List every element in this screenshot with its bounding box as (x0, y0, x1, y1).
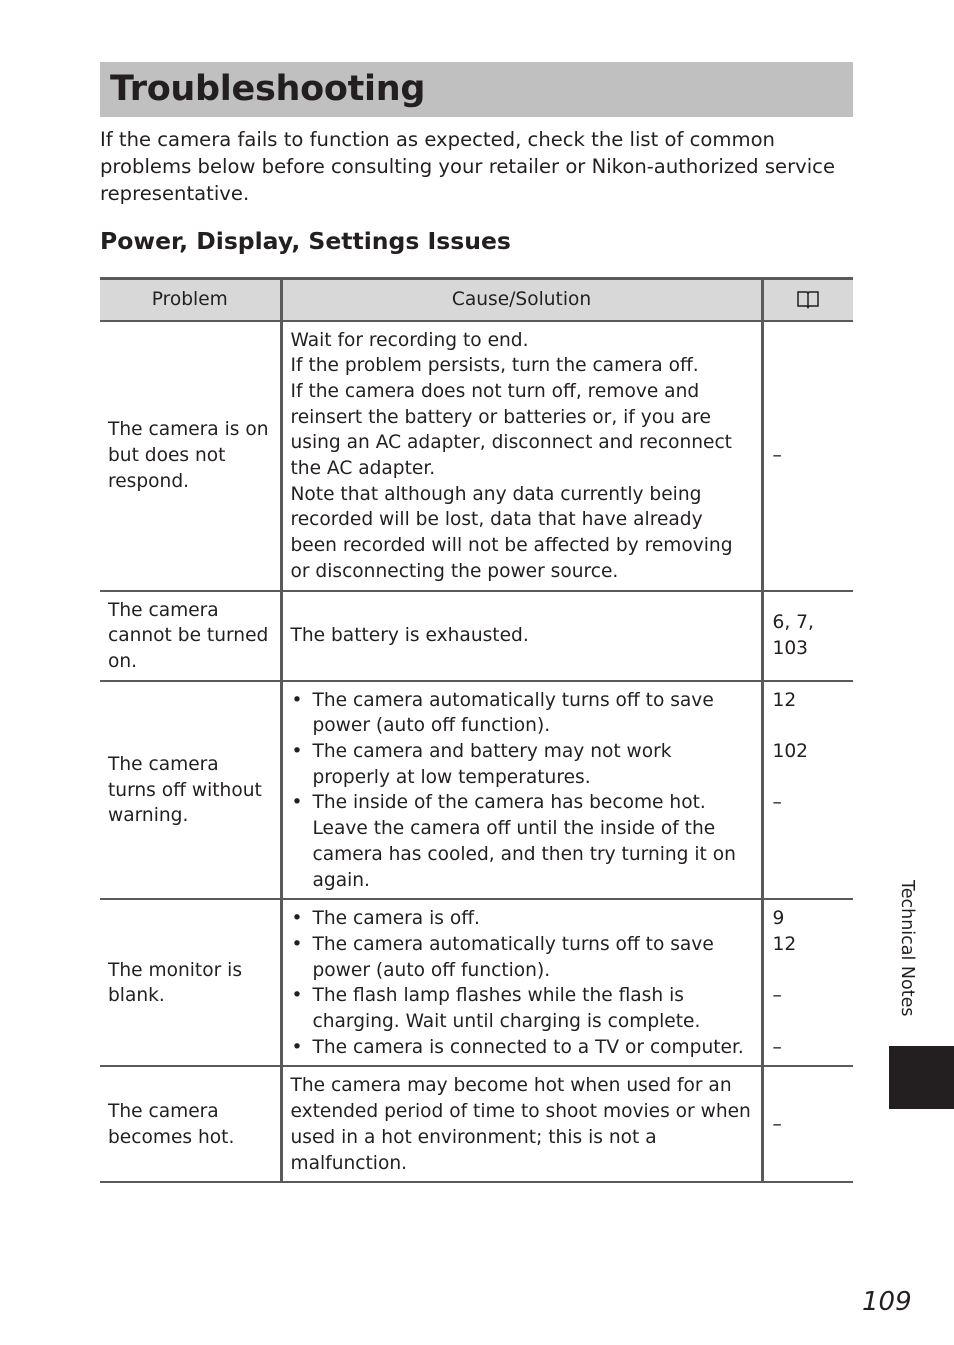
problem-cell: The camera becomes hot. (100, 1066, 281, 1182)
page-number: 109 (862, 1287, 912, 1317)
table-row (100, 591, 853, 681)
reference-value (773, 1009, 846, 1035)
table-row (100, 321, 853, 591)
reference-cell (762, 899, 853, 1066)
cause-bullet: • The inside of the camera has become hot. Leave the camera off until the inside of the camera has cooled, and then try turning it on again. (291, 790, 753, 893)
reference-value: 12 (772, 689, 797, 711)
reference-cell: – (762, 1066, 853, 1182)
problem-cell: The monitor is blank. (100, 899, 281, 1066)
page-title: Troubleshooting (110, 69, 426, 109)
table-row (100, 1066, 853, 1182)
problem-cell: The camera turns off without warning. (100, 681, 281, 900)
reference-value: 102 (772, 741, 808, 763)
table-row (100, 681, 853, 900)
reference-value: – (772, 792, 782, 814)
cause-cell: The battery is exhausted. (281, 591, 762, 681)
side-tab-label: Technical Notes (897, 880, 917, 1017)
cause-cell (281, 321, 762, 591)
cause-line: Note that although any data currently being recorded will be lost, data that have already been recorded will not be affected by removing or disconnecting the power source. (290, 483, 733, 582)
reference-value (773, 958, 846, 984)
reference-value: – (772, 985, 782, 1007)
cause-bullet-list (291, 906, 753, 1060)
title-bar (100, 62, 853, 117)
problem-cell: The camera cannot be turned on. (100, 591, 281, 681)
header-problem: Problem (100, 279, 281, 321)
troubleshooting-table (100, 277, 853, 1183)
cause-line: If the problem persists, turn the camera off. (290, 355, 699, 377)
reference-value: 12 (772, 933, 797, 955)
reference-value: – (772, 1036, 782, 1058)
cause-bullet: • The camera is off. (291, 906, 753, 932)
table-header-row (100, 279, 853, 321)
intro-paragraph: If the camera fails to function as expected, check the list of common problems below before consulting your retailer or Nikon-authorized service representative. (100, 128, 836, 205)
cause-bullet: • The camera and battery may not work properly at low temperatures. (291, 739, 753, 790)
reference-cell: – (762, 321, 853, 591)
book-reference-icon (796, 289, 820, 309)
cause-bullet: • The camera automatically turns off to save power (auto off function). (291, 688, 753, 739)
cause-line: Wait for recording to end. (290, 329, 529, 351)
side-tab-marker (889, 1046, 954, 1109)
cause-bullet-list (291, 688, 753, 894)
reference-value (773, 765, 846, 791)
section-title: Power, Display, Settings Issues (100, 227, 511, 255)
cause-cell (281, 681, 762, 900)
cause-line: If the camera does not turn off, remove and reinsert the battery or batteries or, if you are using an AC adapter, disconnect and reconnect the AC adapter. (290, 380, 732, 480)
cause-cell (281, 899, 762, 1066)
cause-bullet: • The flash lamp flashes while the flash is charging. Wait until charging is complete. (291, 983, 753, 1034)
cause-bullet: • The camera automatically turns off to save power (auto off function). (291, 932, 753, 983)
reference-value (773, 713, 846, 739)
header-cause-solution: Cause/Solution (281, 279, 762, 321)
header-reference (762, 279, 853, 321)
reference-value: 9 (772, 908, 785, 930)
cause-bullet: • The camera is connected to a TV or computer. (291, 1035, 753, 1061)
cause-cell: The camera may become hot when used for an extended period of time to shoot movies or when used in a hot environment; this is not a malfunction. (281, 1066, 762, 1182)
reference-cell: 6, 7, 103 (762, 591, 853, 681)
reference-cell (762, 681, 853, 900)
problem-cell: The camera is on but does not respond. (100, 321, 281, 591)
table-row (100, 899, 853, 1066)
